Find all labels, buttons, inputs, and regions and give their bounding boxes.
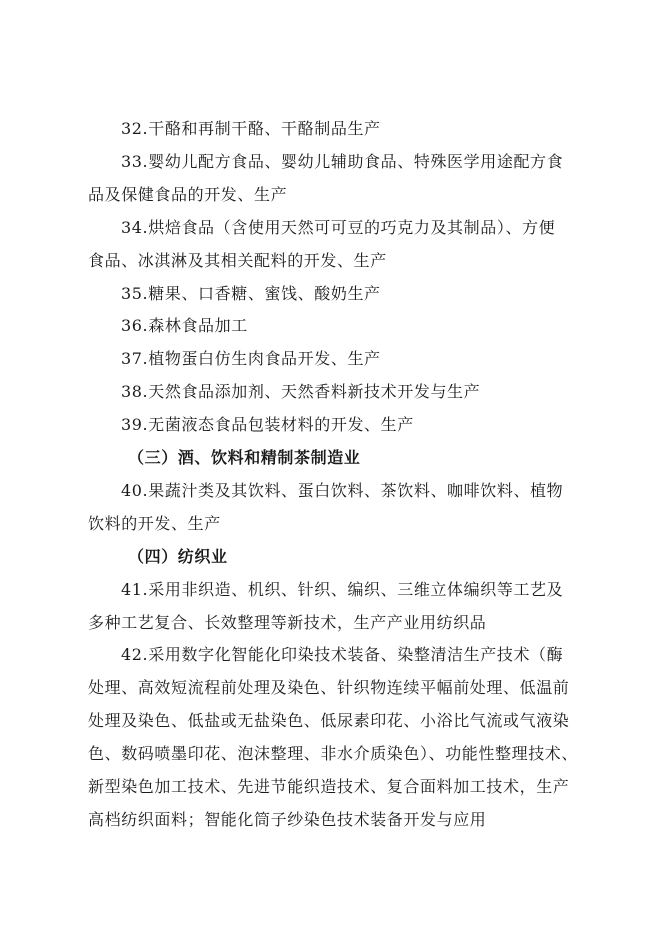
list-item-first-line: 41.采用非织造、机织、针织、编织、三维立体编织等工艺及 <box>121 579 564 599</box>
list-item-first-line: 42.采用数字化智能化印染技术装备、染整清洁生产技术（酶 <box>121 645 564 665</box>
section-heading: （三）酒、饮料和精制茶制造业 <box>128 448 361 467</box>
list-item-first-line: 35.糖果、口香糖、蜜饯、酸奶生产 <box>121 283 381 303</box>
list-item-continuation: 新型染色加工技术、先进节能织造技术、复合面料加工技术，生产 <box>88 777 570 796</box>
list-item-first-line: 37.植物蛋白仿生肉食品开发、生产 <box>121 349 381 369</box>
list-item-first-line: 36.森林食品加工 <box>121 316 248 336</box>
list-item-continuation: 食品、冰淇淋及其相关配料的开发、生产 <box>88 250 387 270</box>
list-item-first-line: 39.无菌液态食品包装材料的开发、生产 <box>121 415 414 435</box>
list-item-first-line: 38.天然食品添加剂、天然香料新技术开发与生产 <box>121 382 481 402</box>
list-item-continuation: 饮料的开发、生产 <box>88 513 221 533</box>
list-item-first-line: 40.果蔬汁类及其饮料、蛋白饮料、茶饮料、咖啡饮料、植物 <box>121 480 564 500</box>
list-item-continuation: 多种工艺复合、长效整理等新技术，生产产业用纺织品 <box>88 612 487 632</box>
section-heading: （四）纺织业 <box>128 546 228 566</box>
list-item-continuation: 处理及染色、低盐或无盐染色、低尿素印花、小浴比气流或气液染 <box>88 711 570 731</box>
list-item-continuation: 处理、高效短流程前处理及染色、针织物连续平幅前处理、低温前 <box>88 678 570 698</box>
list-item-continuation: 色、数码喷墨印花、泡沫整理、非水介质染色）、功能性整理技术、 <box>88 744 579 764</box>
list-item-continuation: 高档纺织面料；智能化筒子纱染色技术装备开发与应用 <box>88 809 487 829</box>
list-item-continuation: 品及保健食品的开发、生产 <box>88 184 288 204</box>
list-item-first-line: 33.婴幼儿配方食品、婴幼儿辅助食品、特殊医学用途配方食 <box>121 151 564 171</box>
list-item-first-line: 32.干酪和再制干酪、干酪制品生产 <box>121 119 381 138</box>
list-item-first-line: 34.烘焙食品（含使用天然可可豆的巧克力及其制品）、方便 <box>121 217 556 237</box>
